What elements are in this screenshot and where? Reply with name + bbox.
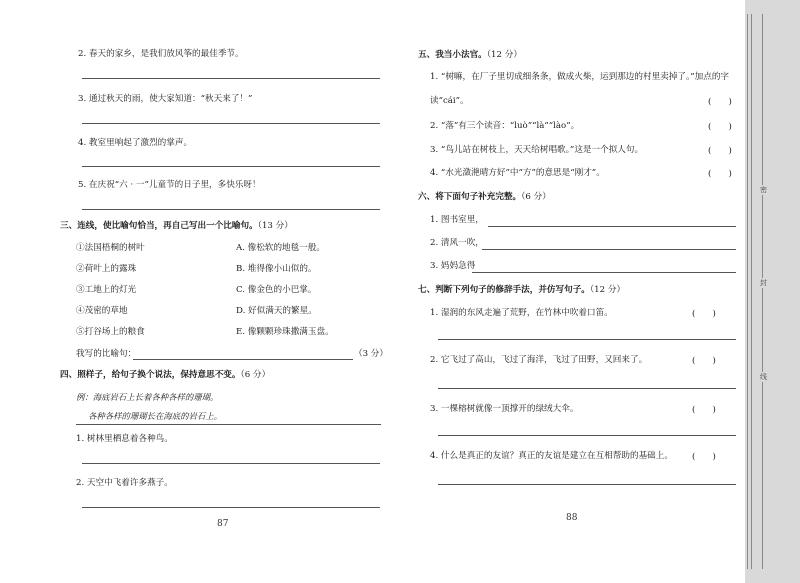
s5-item-1-line1: 1. “树嘛，在厂子里切成细条条，做成火柴，运到那边的村里卖掉了。”加点的字 xyxy=(430,72,730,82)
section-7-title: 七、判断下列句子的修辞手法，并仿写句子。 xyxy=(418,285,590,295)
section-3-score: （13 分） xyxy=(257,221,293,231)
binding-rule xyxy=(762,14,763,569)
answer-line[interactable] xyxy=(82,507,380,508)
s6-item-3: 3. 妈妈急得 xyxy=(430,261,476,271)
s6-item-2: 2. 清风一吹， xyxy=(430,238,484,248)
rhetoric-paren-4[interactable]: ( ) xyxy=(692,452,716,462)
section-6-score: （6 分） xyxy=(521,192,551,202)
example-sentence: 例：海底岩石上长着各种各样的珊瑚。 xyxy=(76,392,219,402)
section-7-heading xyxy=(418,284,625,296)
example-answer-line xyxy=(76,424,381,425)
q1-item-5: 5. 在庆祝“六 · 一”儿童节的日子里，多快乐呀！ xyxy=(78,180,261,190)
match-right-e[interactable]: E. 像颗颗珍珠撒满玉盘。 xyxy=(236,327,334,337)
section-5-score: （12 分） xyxy=(486,50,522,60)
page-number-left: 87 xyxy=(217,519,229,529)
binding-char-xian: 线 xyxy=(760,373,767,381)
rhetoric-paren-3[interactable]: ( ) xyxy=(692,405,716,415)
section-4-score: （6 分） xyxy=(240,370,271,380)
binding-char-feng: 封 xyxy=(760,279,767,287)
fill-line-3[interactable] xyxy=(472,272,736,273)
q1-item-4: 4. 教室里响起了激烈的掌声。 xyxy=(78,138,193,148)
judge-paren-2[interactable]: ( ) xyxy=(708,122,732,132)
answer-line[interactable] xyxy=(82,123,380,124)
binding-char-mi: 密 xyxy=(760,186,767,194)
s7-item-1: 1. 湿润的东风走遍了荒野，在竹林中吹着口笛。 xyxy=(430,308,613,318)
own-simile-score: （3 分） xyxy=(354,349,388,359)
match-right-b[interactable]: B. 堆得像小山似的。 xyxy=(236,264,317,274)
answer-line[interactable] xyxy=(82,166,380,167)
q1-item-2: 2. 春天的家乡，是我们放风筝的最佳季节。 xyxy=(78,49,244,59)
binding-rule xyxy=(751,14,752,569)
judge-paren-1[interactable]: ( ) xyxy=(708,97,732,107)
judge-paren-4[interactable]: ( ) xyxy=(708,169,732,179)
match-left-2[interactable]: ②荷叶上的露珠 xyxy=(76,264,137,274)
judge-paren-3[interactable]: ( ) xyxy=(708,146,732,156)
rhetoric-paren-1[interactable]: ( ) xyxy=(692,309,716,319)
s7-item-3: 3. 一棵榕树就像一顶撑开的绿绒大伞。 xyxy=(430,404,579,414)
section-6-title: 六、将下面句子补充完整。 xyxy=(418,192,522,202)
match-left-4[interactable]: ④茂密的草地 xyxy=(76,306,128,316)
s4-item-2: 2. 天空中飞着许多燕子。 xyxy=(76,478,173,488)
s7-item-4: 4. 什么是真正的友谊？真正的友谊是建立在互相帮助的基础上。 xyxy=(430,451,673,461)
match-right-d[interactable]: D. 好似满天的繁星。 xyxy=(236,306,317,316)
answer-line[interactable] xyxy=(438,339,736,340)
q1-item-3: 3. 通过秋天的雨，使大家知道：“秋天来了！” xyxy=(78,94,253,104)
match-right-c[interactable]: C. 像金色的小巴掌。 xyxy=(236,285,317,295)
match-left-5[interactable]: ⑤打谷场上的粮食 xyxy=(76,327,145,337)
match-left-1[interactable]: ①法国梧桐的树叶 xyxy=(76,243,145,253)
answer-line[interactable] xyxy=(82,209,380,210)
s5-item-3: 3. “鸟儿站在树枝上，天天给树唱歌。”这是一个拟人句。 xyxy=(430,145,644,155)
match-right-a[interactable]: A. 像松软的地毯一般。 xyxy=(236,243,326,253)
match-left-3[interactable]: ③工地上的灯光 xyxy=(76,285,137,295)
answer-line[interactable] xyxy=(82,78,380,79)
answer-line[interactable] xyxy=(438,435,736,436)
section-4-title: 四、照样子，给句子换个说法，保持意思不变。 xyxy=(60,370,241,380)
binding-strip xyxy=(745,0,800,583)
own-simile-label: 我写的比喻句： xyxy=(76,349,137,359)
answer-line[interactable] xyxy=(438,388,736,389)
s5-item-2: 2. “落”有三个读音：“luò”“là”“lào”。 xyxy=(430,121,580,131)
binding-rule xyxy=(747,14,748,569)
s5-item-1-line2: 读“cái”。 xyxy=(430,96,469,106)
page-number-right: 88 xyxy=(566,513,578,523)
section-3-heading xyxy=(60,220,293,232)
section-7-score: （12 分） xyxy=(589,285,626,295)
section-5-title: 五、我当小法官。 xyxy=(418,50,487,60)
rhetoric-paren-2[interactable]: ( ) xyxy=(692,356,716,366)
section-6-heading xyxy=(418,191,551,203)
section-3-title: 三、连线，使比喻句恰当，再自己写出一个比喻句。 xyxy=(60,221,258,231)
s4-item-1: 1. 树林里栖息着各种鸟。 xyxy=(76,434,173,444)
section-5-heading xyxy=(418,49,522,61)
fill-line-2[interactable] xyxy=(482,249,736,250)
own-simile-line[interactable] xyxy=(133,359,353,360)
s7-item-2: 2. 它飞过了高山，飞过了海洋，飞过了田野，又回来了。 xyxy=(430,355,648,365)
right-page xyxy=(400,0,745,583)
answer-line[interactable] xyxy=(438,484,736,485)
fill-line-1[interactable] xyxy=(488,226,736,227)
example-answer: 各种各样的珊瑚长在海底的岩石上。 xyxy=(88,411,222,421)
section-4-heading xyxy=(60,369,270,381)
s6-item-1: 1. 图书室里， xyxy=(430,215,484,225)
s5-item-4: 4. “水光潋滟晴方好”中“方”的意思是“刚才”。 xyxy=(430,168,605,178)
answer-line[interactable] xyxy=(82,463,380,464)
